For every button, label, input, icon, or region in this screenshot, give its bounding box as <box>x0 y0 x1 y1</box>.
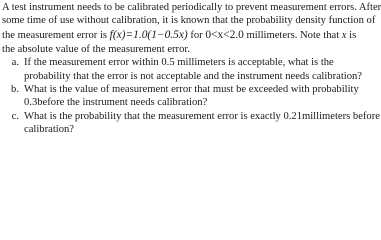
question-line: calibration? <box>24 124 74 136</box>
question-body <box>24 56 362 83</box>
question-line: What is the value of measurement error that must be exceeded with probability <box>24 84 359 96</box>
problem-text <box>2 1 381 137</box>
intro-line-3-end: is <box>346 29 357 41</box>
intro-line-3 <box>2 28 357 43</box>
question-label: a. <box>11 57 19 69</box>
domain-range: 0<x<2.0 <box>205 28 244 41</box>
density-formula: f(x)=1.0(1−0.5x) <box>109 28 188 41</box>
intro-line-4: the absolute value of the measurement error. <box>2 43 190 55</box>
question-a <box>2 56 362 83</box>
question-line: What is the probability that the measurement error is exactly 0.21millimeters before <box>24 110 380 122</box>
variable-x: x <box>341 29 347 41</box>
question-line: 0.3before the instrument needs calibration? <box>24 97 208 109</box>
question-c <box>2 110 380 137</box>
question-b <box>2 83 359 110</box>
intro-line-3-before: the measurement error is <box>2 29 110 41</box>
question-line: If the measurement error within 0.5 millimeters is acceptable, what is the <box>24 57 334 69</box>
intro-line-3-mid: for <box>187 29 206 41</box>
question-label: c. <box>11 110 19 122</box>
intro-line-1: A test instrument needs to be calibrated periodically to prevent measurement errors. After <box>2 2 381 13</box>
question-body <box>24 110 380 137</box>
intro-line-2: some time of use without calibration, it is known that the probability density function of <box>2 15 376 27</box>
question-list <box>2 56 380 136</box>
question-label: b. <box>11 84 19 96</box>
question-body <box>24 83 359 110</box>
question-line: probability that the error is not acceptable and the instrument needs calibration? <box>24 70 362 82</box>
intro-line-3-after: millimeters. Note that <box>243 29 342 41</box>
